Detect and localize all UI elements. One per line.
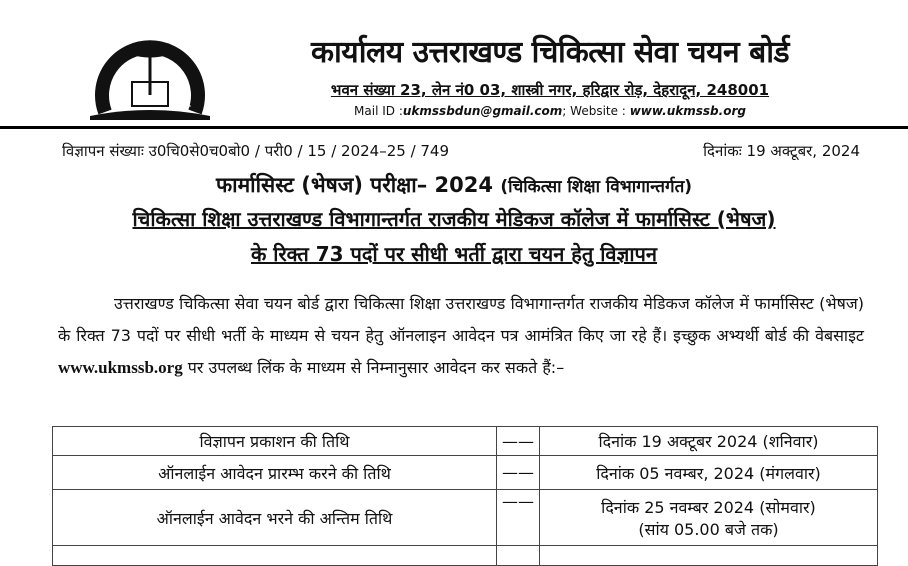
- svg-text:+: +: [182, 99, 193, 113]
- exam-department: (चिकित्सा शिक्षा विभागान्तर्गत): [500, 177, 693, 197]
- mail-label: Mail ID :: [354, 104, 403, 118]
- paragraph-text: उत्तराखण्ड चिकित्सा सेवा चयन बोर्ड द्वारा चिकित्सा शिक्षा उत्तराखण्ड विभागान्तर्गत राजकीय मेडिकज कॉलेज में फार्मासिस्ट (भेषज) के रिक्त 73 पदों पर सीधी भर्ती के माध्यम से चयन हेतु ऑनलाइन आवेदन पत्र आमंत्रित किए जा रहे हैं। इच्छुक अभ्यर्थी बोर्ड की वेबसाइट: [58, 294, 864, 345]
- row-value: दिनांक 19 अक्टूबर 2024 (शनिवार): [540, 427, 878, 456]
- row-dash: ——: [497, 490, 540, 546]
- schedule-table: [52, 426, 878, 566]
- header-divider: [0, 126, 908, 129]
- website-link[interactable]: www.ukmssb.org: [629, 104, 746, 118]
- notice-date: दिनांकः 19 अक्टूबर, 2024: [703, 142, 860, 160]
- subheading-line-2: के रिक्त 73 पदों पर सीधी भर्ती द्वारा चयन हेतु विज्ञापन: [250, 242, 658, 266]
- table-row: [53, 427, 878, 456]
- office-title: कार्यालय उत्तराखण्ड चिकित्सा सेवा चयन बोर्ड: [310, 35, 790, 70]
- advertisement-number: विज्ञापन संख्याः उ0चि0से0च0बो0 / परी0 / 15 / 2024–25 / 749: [62, 142, 450, 160]
- row-value-date: दिनांक 25 नवम्बर 2024 (सोमवार): [601, 497, 816, 517]
- row-value: [540, 490, 878, 546]
- table-row-partial: [53, 546, 878, 566]
- row-label: ऑनलाईन आवेदन प्रारम्भ करने की तिथि: [53, 456, 497, 490]
- website-link-inline[interactable]: www.ukmssb.org: [58, 358, 183, 377]
- row-label: विज्ञापन प्रकाशन की तिथि: [53, 427, 497, 456]
- contact-line: [240, 104, 860, 118]
- office-address: भवन संख्या 23, लेन नं0 03, शास्त्री नगर, हरिद्वार रोड़, देहरादून, 248001: [330, 81, 770, 99]
- website-label: ; Website :: [562, 104, 626, 118]
- svg-text:+: +: [110, 99, 121, 113]
- exam-heading: [0, 171, 908, 199]
- table-row: [53, 456, 878, 490]
- row-label: ऑनलाईन आवेदन भरने की अन्तिम तिथि: [53, 490, 497, 546]
- row-value: दिनांक 05 नवम्बर, 2024 (मंगलवार): [540, 456, 878, 490]
- row-dash: ——: [497, 427, 540, 456]
- exam-title: फार्मासिस्ट (भेषज) परीक्षा– 2024: [215, 173, 493, 197]
- paragraph-text: पर उपलब्ध लिंक के माध्यम से निम्नानुसार आवेदन कर सकते हैं:–: [182, 358, 565, 377]
- subheading-line-1: चिकित्सा शिक्षा उत्तराखण्ड विभागान्तर्गत राजकीय मेडिकज कॉलेज में फार्मासिस्ट (भेषज): [132, 207, 776, 231]
- row-value-note: (सांय 05.00 बजे तक): [638, 519, 779, 539]
- table-row: [53, 490, 878, 546]
- notice-paragraph: [58, 288, 864, 384]
- email-link[interactable]: ukmssbdun@gmail.com: [402, 104, 563, 118]
- board-emblem-logo: [80, 20, 220, 120]
- row-dash: ——: [497, 456, 540, 490]
